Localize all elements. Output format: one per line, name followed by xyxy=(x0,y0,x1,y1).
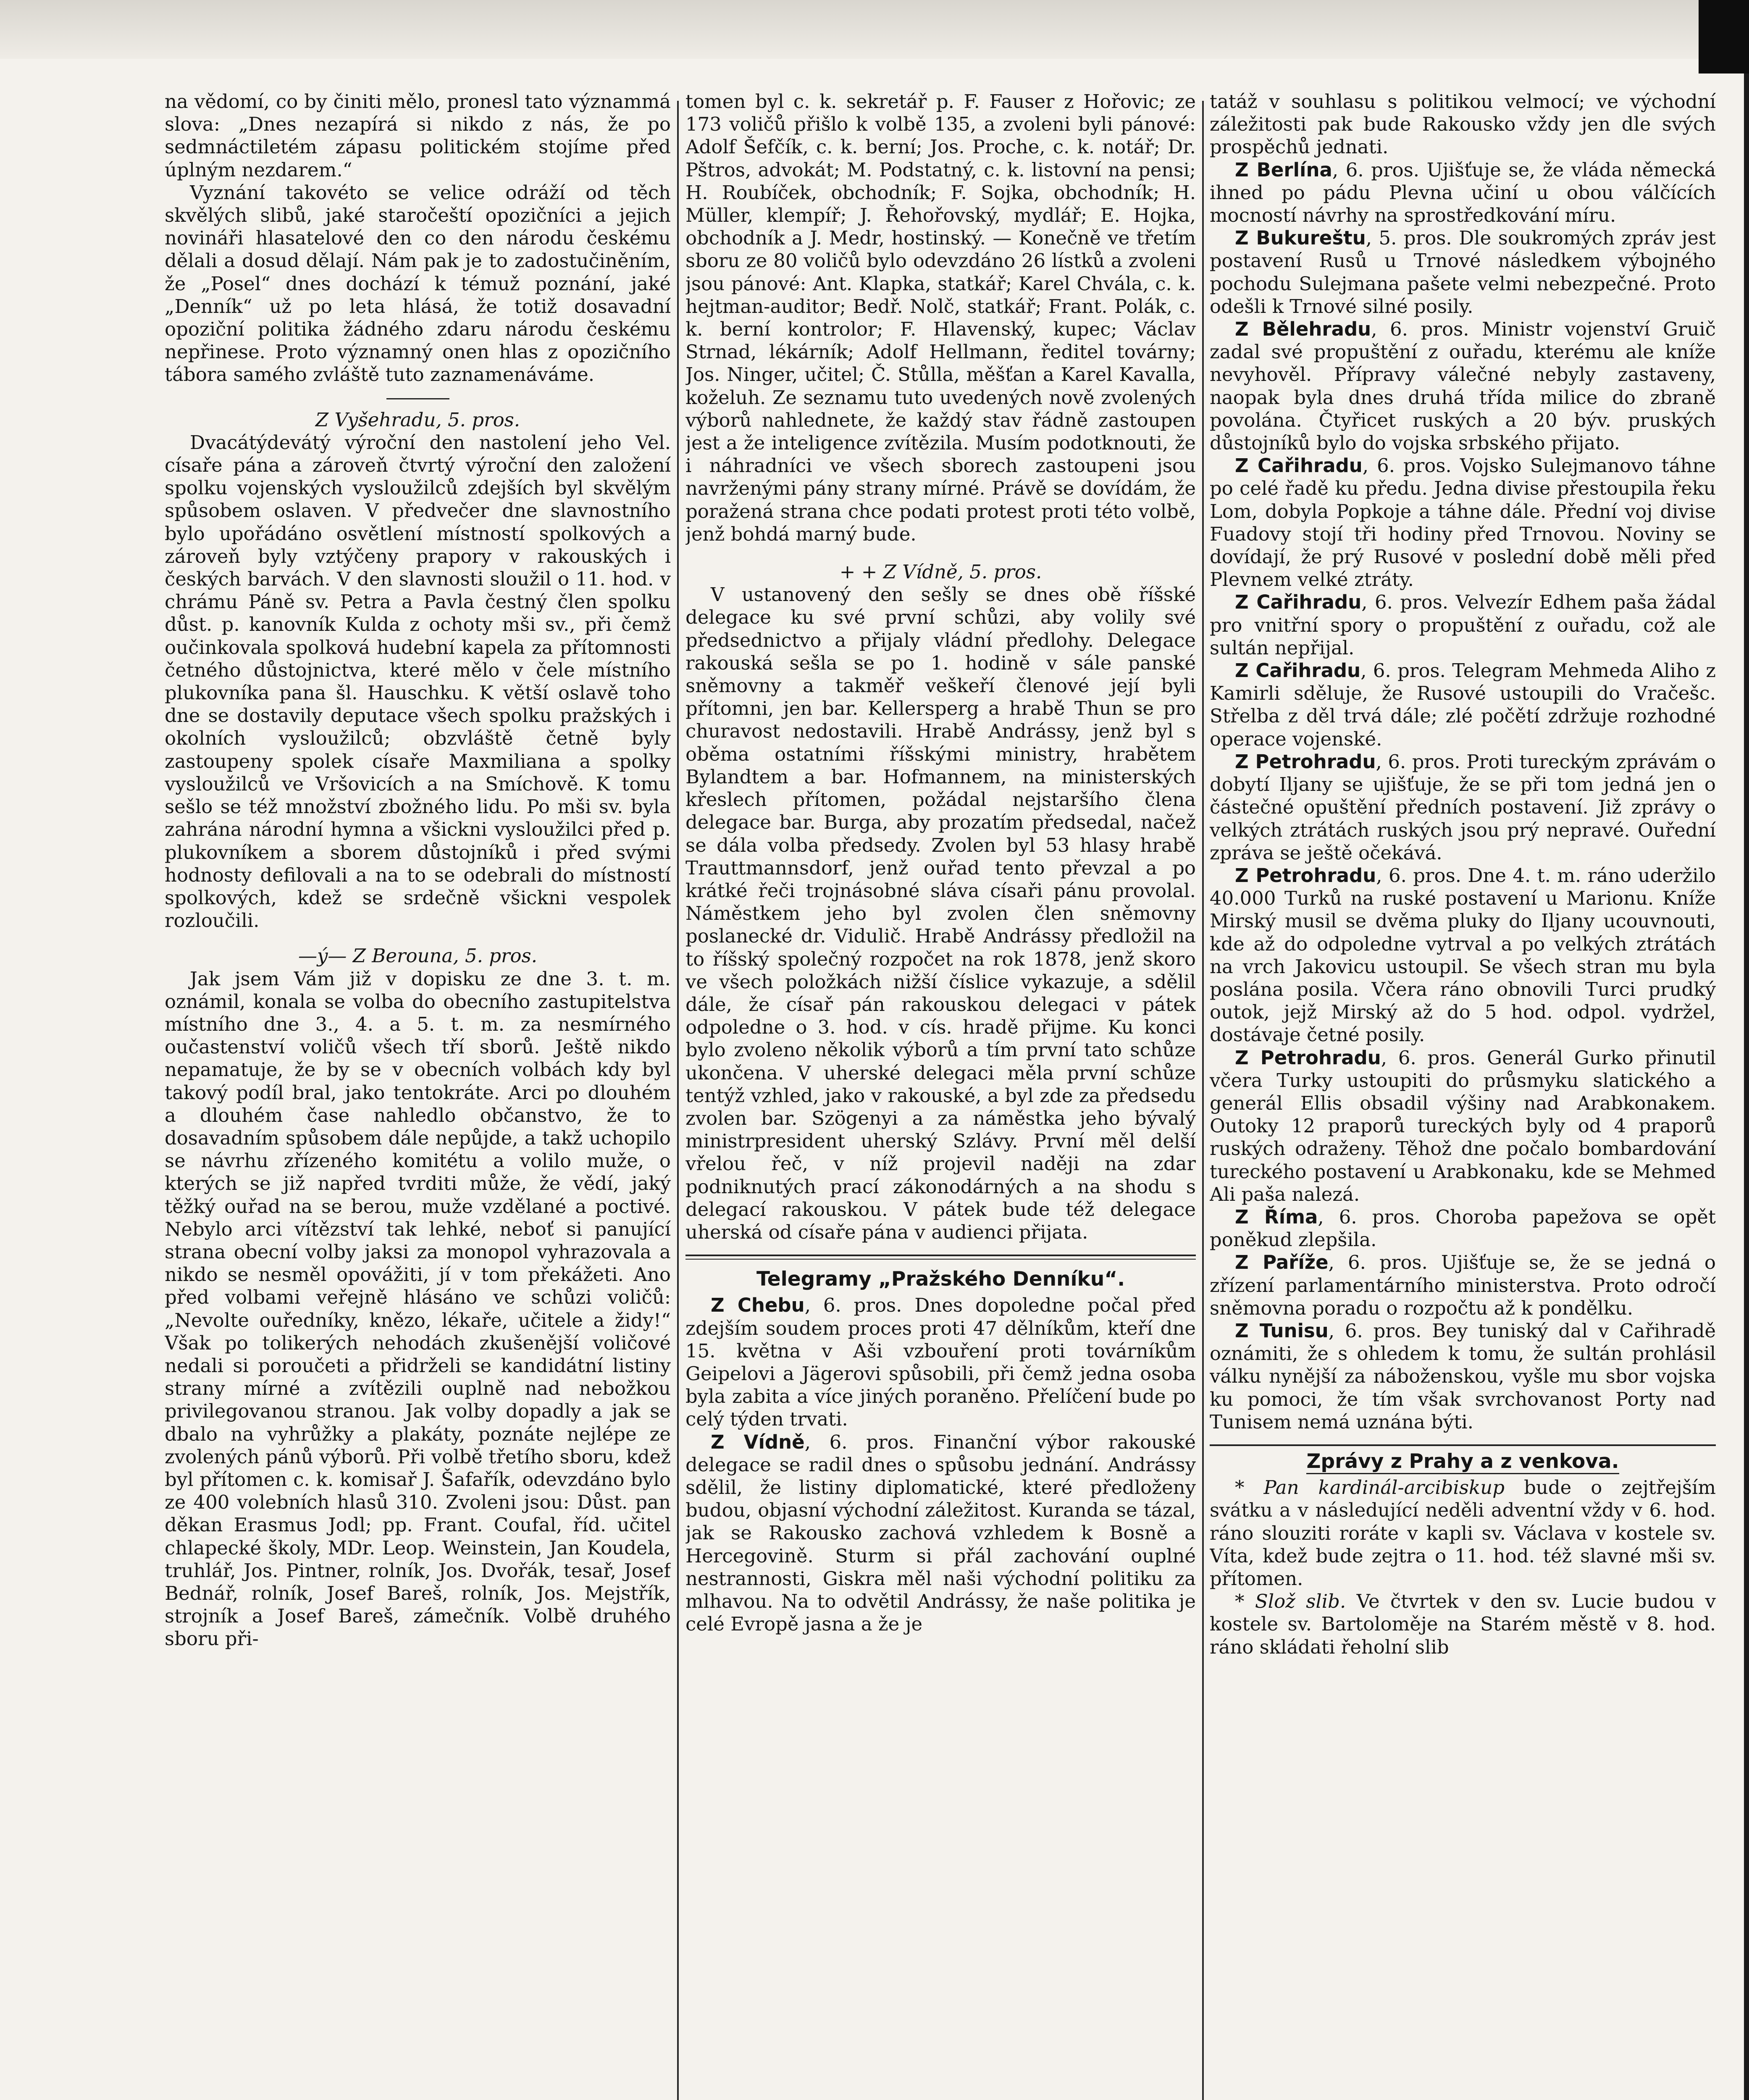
telegram-item: Z Petrohradu, 6. pros. Proti tureckým zprávám o dobytí Iljany se ujišťuje, že se při tom jedná jen o částečné opuštění předních postavení. Již zprávy o velkých ztrátách ruských jsou prý nepravé. Ouřední zpráva se ještě očekává. xyxy=(1210,750,1716,864)
telegram-item: Z Tunisu, 6. pros. Bey tuniský dal v Cařihradě oznámiti, že s ohledem k tomu, že sultán prohlásil válku nynější za náboženskou, vyšle mu sbor vojska ku pomoci, že tím však svrchovanost Porty nad Tunisem nemá uznána býti. xyxy=(1210,1319,1716,1433)
scan-right-edge xyxy=(1744,74,1749,2100)
section-divider xyxy=(386,398,449,399)
column-2 xyxy=(685,90,1196,2100)
column-1 xyxy=(165,90,671,2100)
scan-top-shadow xyxy=(0,0,1749,59)
column-rule-1 xyxy=(677,101,679,2100)
telegram-item: Z Bukureštu, 5. pros. Dle soukromých zpráv jest postavení Rusů u Trnové následkem výbojného pochodu Sulejmana pašete velmi nebezpečné. Proto odešli k Trnové silné posily. xyxy=(1210,227,1716,318)
telegram-item: Z Paříže, 6. pros. Ujišťuje se, že se jedná o zřízení parlamentárního ministerstva. Proto odročí sněmovna poradu o rozpočtu až k pondělku. xyxy=(1210,1251,1716,1319)
telegram-item: Z Vídně, 6. pros. Finanční výbor rakouské delegace se radil dnes o spůsobu jednání. Andrássy sdělil, že listiny diplomatické, které předloženy budou, objasní východní záležitost. Kuranda se tázal, jak se Rakousko zachová vzhledem k Bosně a Hercegovině. Sturm si přál zachování ouplné nestrannosti, Giskra měl naši východní politiku za mlhavou. Na to odvětil Andrássy, že naše politika je celé Evropě jasna a že je xyxy=(685,1431,1196,1635)
telegram-item: Z Cařihradu, 6. pros. Vojsko Sulejmanovo táhne po celé řadě ku předu. Jedna divise přestoupila řeku Lom, dobyla Popkoje a táhne dále. Přední voj divise Fuadovy stojí tři hodiny před Trnovou. Noviny se dovídají, že prý Rusové v poslední době měli před Plevnem velké ztráty. xyxy=(1210,454,1716,591)
article-paragraph: V ustanovený den sešly se dnes obě říšské delegace ku své první schůzi, aby volily své předsednictvo a přijaly vládní předlohy. Delegace rakouská sešla se po 1. hodině v sále panské sněmovny a takměř veškeří členové její byli přítomni, jen bar. Kellersperg a hrabě Thun se pro churavost nedostavili. Hrabě Andrássy, jenž byl s oběma ostatními říšskými ministry, hrabětem Bylandtem a bar. Hofmannem, na ministerských křeslech přítomen, požádal nejstaršího člena delegace bar. Burga, aby prozatím předsedal, načež se dála volba předsedy. Zvolen byl 53 hlasy hrabě Trauttmannsdorf, jenž ouřad tento převzal a po krátké řeči trojnásobné sláva císaři pánu provolal. Náměstkem jeho byl zvolen člen sněmovny poslanecké dr. Vidulič. Hrabě Andrássy předložil na to říšský společný rozpočet na rok 1878, jenž skoro ve všech položkách nižší číslice vykazuje, a sdělil dále, že císař pán rakouskou delegaci v pátek odpoledne o 3. hod. v cís. hradě přijme. Ku konci bylo zvoleno několik výborů a tím první tato schůze ukončena. V uherské delegaci měla první schůze tentýž vzhled, jako v rakouské, a byl zde za předsedu zvolen bar. Szögenyi a za náměstka jeho bývalý ministrpresident uherský Szlávy. První měl delší vřelou řeč, v níž projevil naději na zdar podniknutých prací zákonodárných a na shodu s delegací rakouskou. V pátek bude též delegace uherská od císaře pána v audienci přijata. xyxy=(685,583,1196,1243)
telegrams-title: Telegramy „Pražského Denníku“. xyxy=(756,1268,1125,1291)
dateline-vysehrad: Z Vyšehradu, 5. pros. xyxy=(315,408,520,431)
telegram-item: Z Petrohradu, 6. pros. Generál Gurko přinutil včera Turky ustoupiti do průsmyku slatického a generál Ellis obsadil výšiny nad Arabkonakem. Outoky 12 praporů tureckých byly od 4 praporů ruských odraženy. Těhož dne počalo bombardování tureckého postavení u Arabkonaku, kde se Mehmed Ali paša nalezá. xyxy=(1210,1046,1716,1205)
article-paragraph: tomen byl c. k. sekretář p. F. Fauser z Hořovic; ze 173 voličů přišlo k volbě 135, a zvoleni byli pánové: Adolf Šefčík, c. k. berní; Jos. Proche, c. k. notář; Dr. Pštros, advokát; M. Podstatný, c. k. listovní na pensi; H. Roubíček, obchodník; F. Sojka, obchodník; H. Müller, klempíř; J. Řehořovský, mydlář; E. Hojka, obchodník a J. Medr, hostinský. — Konečně ve třetím sboru ze 80 voličů bylo odevzdáno 26 lístků a zvoleni jsou pánové: Ant. Klapka, statkář; Karel Chvála, c. k. hejtman-auditor; Bedř. Nolč, statkář; Frant. Polák, c. k. berní kontrolor; F. Hlavenský, kupec; Václav Strnad, lékárník; Adolf Hellmann, ředitel továrny; Jos. Ninger, učitel; Č. Stůlla, měšťan a Karel Kavalla, koželuh. Ze seznamu tuto uvedených nově zvolených výborů nahlednete, že každý stav řádně zastoupen jest a že inteligence zvítězila. Musím podotknouti, že i náhradníci ve všech sborech zastoupeni jsou navrženými pány strany mírné. Právě se dovídám, že poražená strana chce podati protest proti této volbě, jenž bohdá marný bude. xyxy=(685,90,1196,545)
telegram-item: Z Říma, 6. pros. Choroba papežova se opět poněkud zlepšila. xyxy=(1210,1205,1716,1251)
intro-paragraph: na vědomí, co by činiti mělo, pronesl tato význammá slova: „Dnes nezapírá si nikdo z nás, že po sedmnáctiletém zápasu politickém stojíme před úplným nezdarem.“ xyxy=(165,90,671,181)
telegram-item: Z Bělehradu, 6. pros. Ministr vojenství Gruič zadal své propuštění z ouřadu, kterému ale kníže nevyhověl. Přípravy válečné nebyly zastaveny, naopak byla dnes druhá třída milice do zbraně povolána. Čtyřicet ruských a 20 býv. pruských důstojníků bylo do vojska srbského přijato. xyxy=(1210,318,1716,454)
section-rule-thin xyxy=(685,1259,1196,1260)
news-item: * Slož slib. Ve čtvrtek v den sv. Lucie budou v kostele sv. Bartoloměje na Starém městě v 8. hod. ráno skládati řeholní slib xyxy=(1210,1590,1716,1658)
news-item: * Pan kardinál-arcibiskup bude o zejtřejším svátku a v následující neděli adventní vždy v 6. hod. ráno slouziti roráte v kapli sv. Václava v kostele sv. Víta, kdež bude zejtra o 11. hod. též slavné mši sv. přítomen. xyxy=(1210,1476,1716,1590)
telegram-item: Z Petrohradu, 6. pros. Dne 4. t. m. ráno uderžilo 40.000 Turků na ruské postavení u Marionu. Kníže Mirský musil se dvěma pluky do Iljany ucouvnouti, kde až do odpoledne vytrval a po velkých ztrátách na vrch Jakovicu ustoupil. Se všech stran mu byla poslána posila. Včera ráno obnovili Turci prudký outok, jejž Mirský až do 5 hod. odpol. vydržel, dostávaje četné posily. xyxy=(1210,864,1716,1046)
dateline-beroun: —ý— Z Berouna, 5. pros. xyxy=(298,945,538,967)
prague-news-title: Zprávy z Prahy a z venkova. xyxy=(1210,1450,1716,1473)
telegram-continuation: tatáž v souhlasu s politikou velmocí; ve východní záležitosti pak bude Rakousko vždy jen dle svých prospěchů jednati. xyxy=(1210,90,1716,158)
section-rule xyxy=(1210,1444,1716,1446)
column-rule-2 xyxy=(1202,101,1204,2100)
telegram-item: Z Cařihradu, 6. pros. Telegram Mehmeda Aliho z Kamirli sděluje, že Rusové ustoupili do Vračešc. Střelba z děl trvá dále; zlé počětí zdržuje rozhodné operace vojenské. xyxy=(1210,659,1716,750)
section-rule xyxy=(685,1255,1196,1256)
column-3 xyxy=(1210,90,1716,2100)
article-paragraph: Jak jsem Vám již v dopisku ze dne 3. t. m. oznámil, konala se volba do obecního zastupitelstva místního dne 3., 4. a 5. t. m. za nesmírného oučastenství voličů všech tří sborů. Ještě nikdo nepamatuje, že by se v obecních volbách kdy byl takový podíl bral, jako tentokráte. Arci po dlouhém a dlouhém čase nahledlo občanstvo, že to dosavadním spůsobem dále nepůjde, a takž uchopilo se návrhu zřízeného komitétu a volilo muže, o kterých se již napřed tvrditi může, že vědí, jaký těžký ouřad na se berou, muže vzdělané a poctivé. Nebylo arci vítězství tak lehké, neboť si panující strana obecní volby jaksi za monopol vyhrazovala a nikdo se nesměl opovážiti, jí v tom překážeti. Ano před volbami veřejně hlásáno ve schůzi voličů: „Nevolte ouředníky, knězo, lékaře, učitele a židy!“ Však po tolikerých nehodách zkušenější voličové nedali si poroučeti a přidrželi se kandidátní listiny strany mírné a zvítězili ouplně nad nebožkou privilegovanou stranou. Jak volby dopadly a jak se dbalo na vyhrůžky a plakáty, poznáte nejlépe ze zvolených pánů výborů. Při volbě třetího sboru, kdež byl přítomen c. k. komisař J. Šafařík, odevzdáno bylo ze 400 volebních hlasů 310. Zvoleni jsou: Důst. pan děkan Erasmus Jodl; pp. Frant. Coufal, říd. učitel chlapecké školy, MDr. Leop. Weinstein, Jan Koudela, truhlář, Jos. Pintner, rolník, Jos. Dvořák, tesař, Josef Bednář, rolník, Josef Bareš, rolník, Jos. Mejstřík, strojník a Josef Bareš, zámečník. Volbě druhého sboru při- xyxy=(165,967,671,1650)
scan-corner-mark xyxy=(1699,0,1749,74)
article-paragraph: Dvacátýdevátý výroční den nastolení jeho Vel. císaře pána a zároveň čtvrtý výroční den založení spolku vojenských vysloužilců zdejších byl skvělým spůsobem oslaven. V předvečer dne slavnostního bylo upořádáno osvětlení místností spolkových a zároveň byly vztýčeny prapory v rakouských i českých barvách. V den slavnosti sloužil o 11. hod. v chrámu Páně sv. Petra a Pavla čestný člen spolku důst. p. kanovník Kulda z ochoty mši sv., při čemž oučinkovala spolková hudební kapela za přítomnosti četného důstojnictva, které mělo v čele místního plukovníka pana šl. Hauschku. K větší oslavě toho dne se dostavily deputace všech spolku pražských i okolních vysloužilců; obzvláště četně byly zastoupeny spolek císaře Maxmiliana a spolky vysloužilců ve Vršovicích a na Smíchově. K tomu sešlo se též množství zbožného lidu. Po mši sv. byla zahrána národní hymna a všickni vysloužilci před p. plukovníkem a sborem důstojníků i před svými hodnosty defilovali a na to se odebrali do místností spolkových, kdež se srdečně všickni vespolek rozloučili. xyxy=(165,431,671,932)
telegram-item: Z Cařihradu, 6. pros. Velvezír Edhem paša žádal pro vnitřní spory o propuštění z ouřadu, což ale sultán nepřijal. xyxy=(1210,591,1716,659)
telegram-item: Z Chebu, 6. pros. Dnes dopoledne počal před zdejším soudem proces proti 47 dělníkům, kteří dne 15. května v Aši vzbouření proti továrníkům Geipelovi a Jägerovi spůsobili, při čemž jedna osoba byla zabita a více jiných poraněno. Přelíčení bude po celý týden trvati. xyxy=(685,1294,1196,1431)
dateline-vienna: + + Z Vídně, 5. pros. xyxy=(839,561,1042,583)
telegram-item: Z Berlína, 6. pros. Ujišťuje se, že vláda německá ihned po pádu Plevna učiní u obou válčících mocností návrhy na sprostředkování míru. xyxy=(1210,158,1716,227)
article-paragraph: Vyznání takovéto se velice odráží od těch skvělých slibů, jaké staročeští opozičníci a jejich novináři hlasatelové den co den národu českému dělali a dosud dělají. Nám pak je to zadostučiněním, že „Posel“ dnes dochází k témuž poznání, jaké „Denník“ už po leta hlásá, že totiž dosavadní opoziční politika žádného zdaru národu českému nepřinese. Proto významný onen hlas z opozičního tábora samého zvláště tuto zaznamenáváme. xyxy=(165,181,671,386)
